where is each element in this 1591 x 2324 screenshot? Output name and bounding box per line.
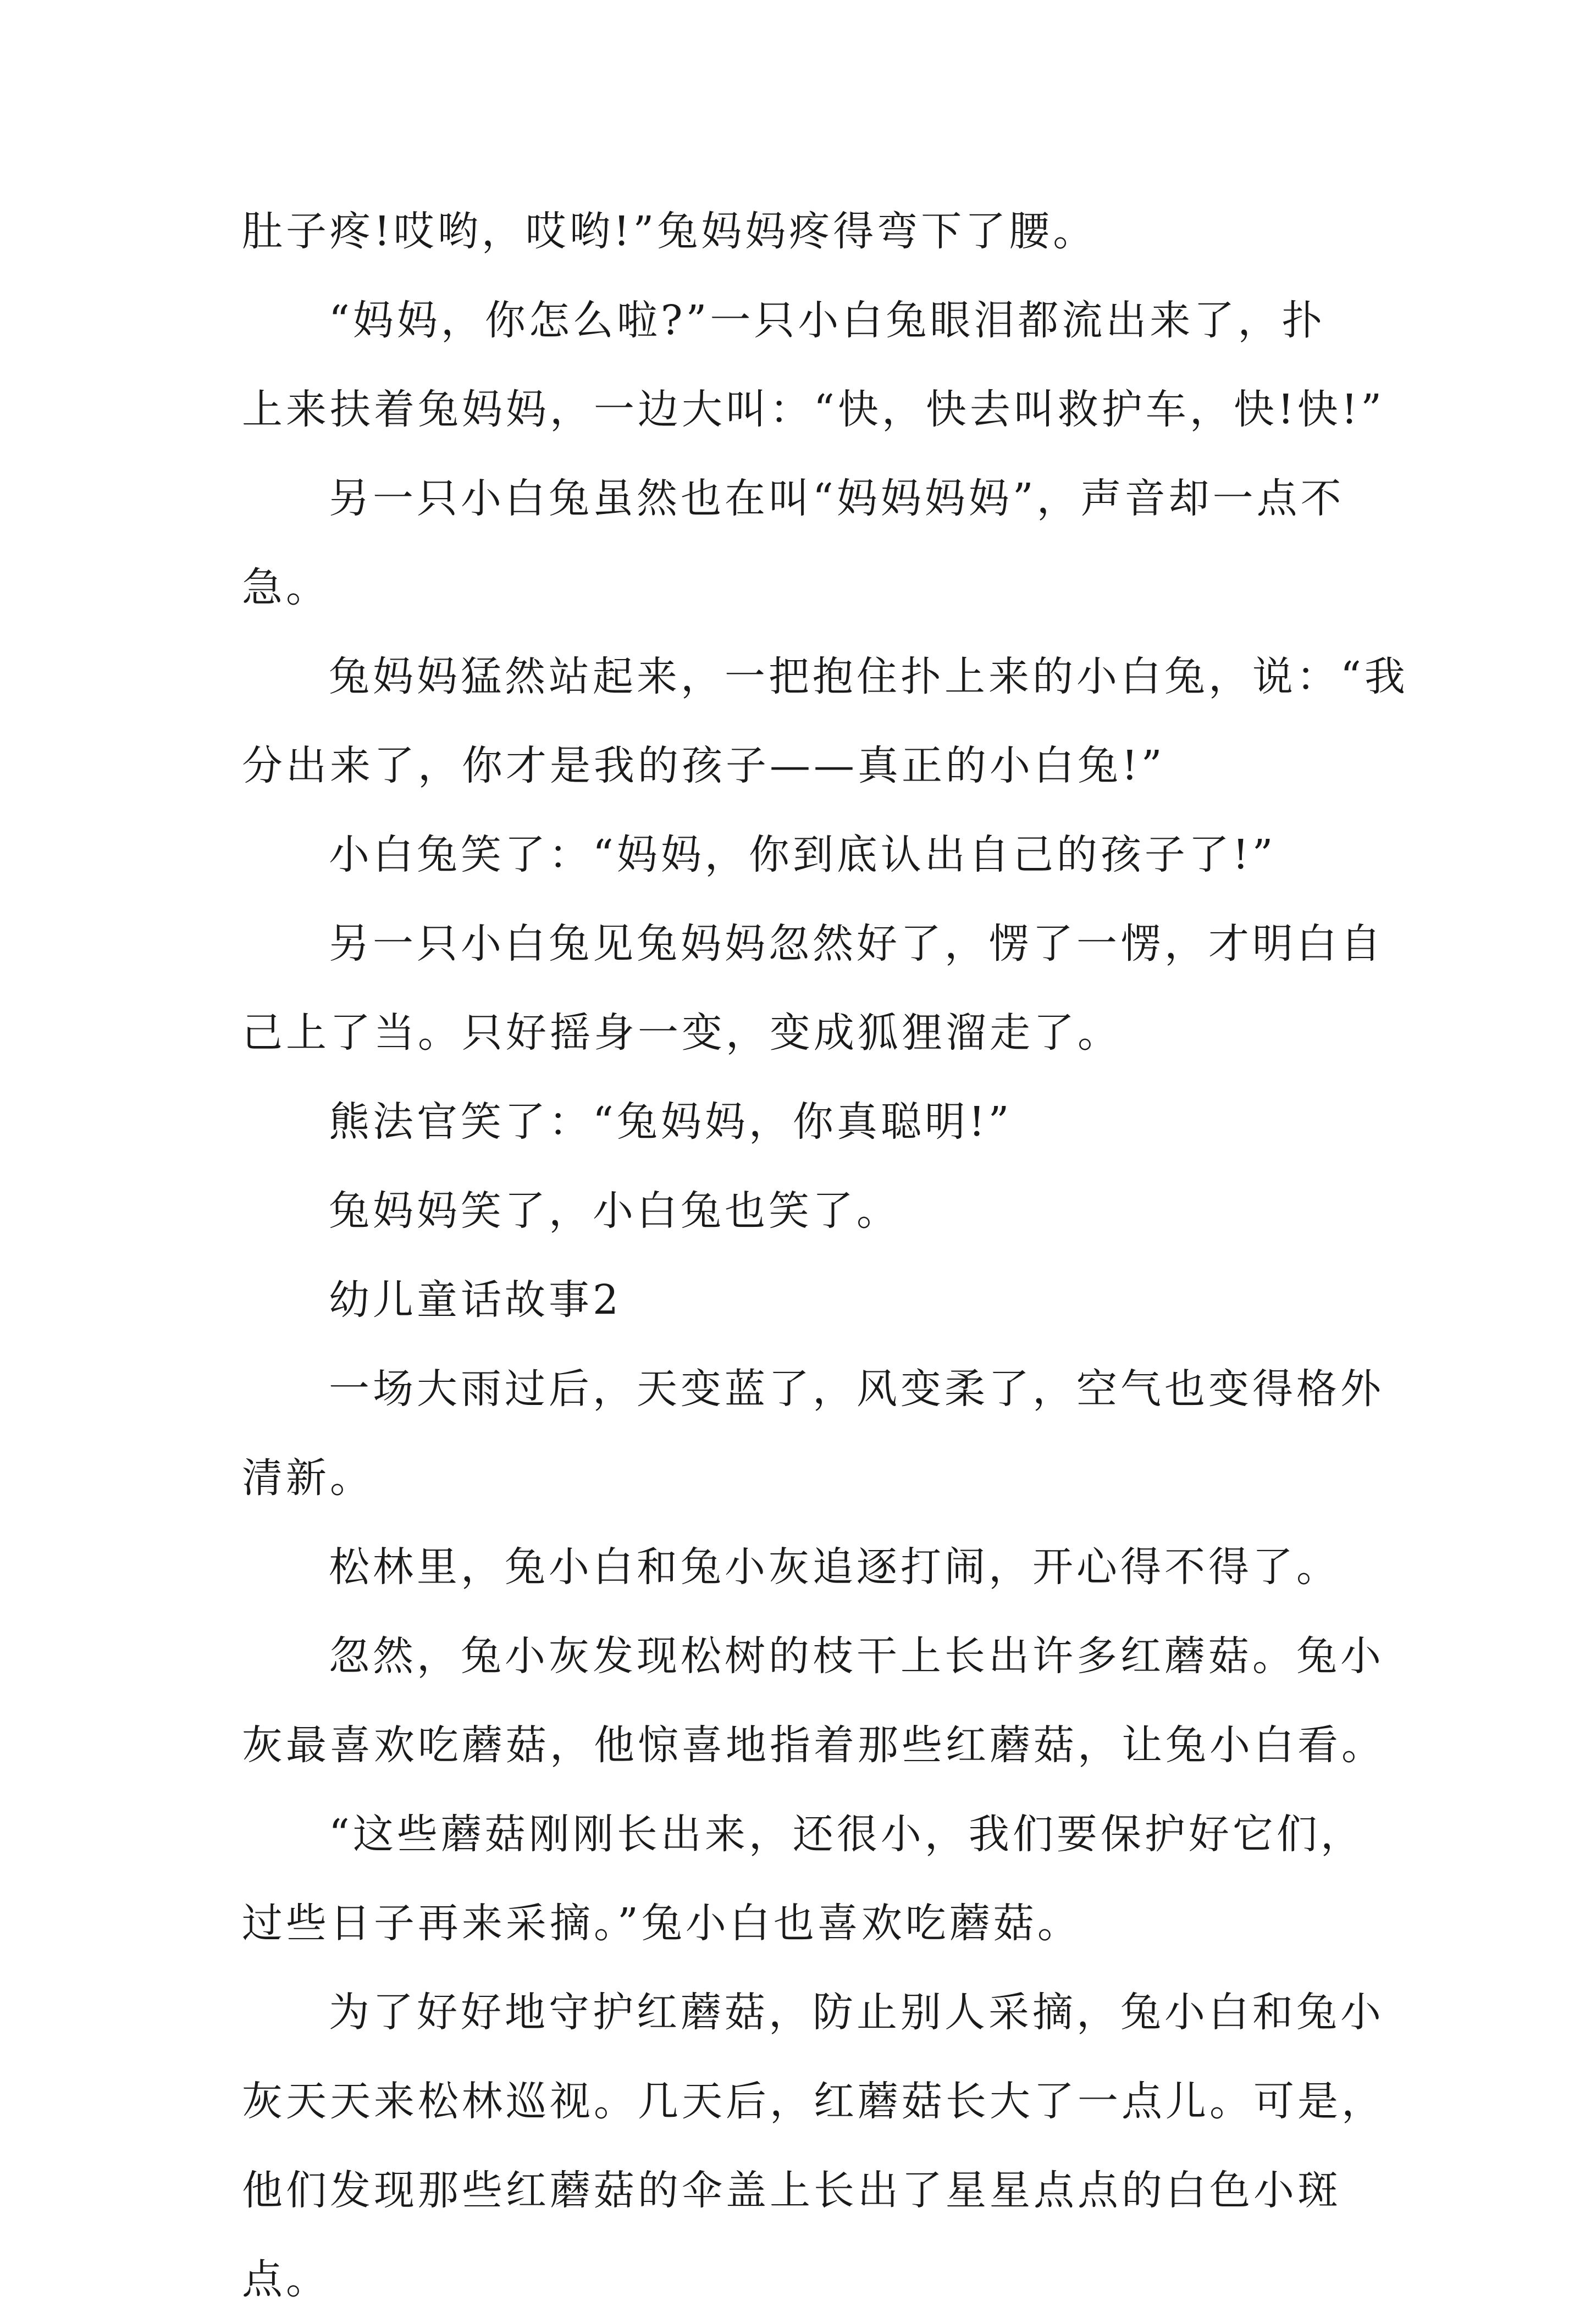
text-line-10: 己上了当。只好摇身一变，变成狐狸溜走了。 <box>242 1009 1122 1056</box>
text-line-9: 另一只小白兔见兔妈妈忽然好了，愣了一愣，才明白自 <box>329 920 1384 967</box>
text-line-15: 清新。 <box>242 1454 374 1502</box>
text-line-14: 一场大雨过后，天变蓝了，风变柔了，空气也变得格外 <box>329 1365 1384 1413</box>
story-text <box>242 187 1408 2324</box>
text-line-12: 兔妈妈笑了，小白兔也笑了。 <box>329 1187 901 1235</box>
text-line-1: 肚子疼!哎哟，哎哟!”兔妈妈疼得弯下了腰。 <box>242 208 1097 255</box>
text-line-18: 灰最喜欢吃蘑菇，他惊喜地指着那些红蘑菇，让兔小白看。 <box>242 1722 1385 1769</box>
text-line-3: 上来扶着兔妈妈，一边大叫：“快，快去叫救护车，快!快!” <box>242 386 1385 433</box>
text-line-22: 灰天天来松林巡视。几天后，红蘑菇长大了一点儿。可是， <box>242 2078 1385 2125</box>
text-line-2: “妈妈，你怎么啦?”一只小白兔眼泪都流出来了，扑 <box>329 297 1326 344</box>
text-line-20: 过些日子再来采摘。”兔小白也喜欢吃蘑菇。 <box>242 1900 1081 1947</box>
text-line-16: 松林里，兔小白和兔小灰追逐打闹，开心得不得了。 <box>329 1543 1340 1591</box>
text-line-11: 熊法官笑了：“兔妈妈，你真聪明!” <box>329 1098 1013 1146</box>
text-line-7: 分出来了，你才是我的孩子——真正的小白兔!” <box>242 742 1165 789</box>
section-heading: 幼儿童话故事2 <box>329 1276 622 1324</box>
text-line-19: “这些蘑菇刚刚长出来，还很小，我们要保护好它们， <box>329 1811 1364 1858</box>
text-line-24: 点。 <box>242 2256 330 2303</box>
text-line-6: 兔妈妈猛然站起来，一把抱住扑上来的小白兔，说：“我 <box>329 653 1408 700</box>
text-line-17: 忽然，兔小灰发现松树的枝干上长出许多红蘑菇。兔小 <box>329 1633 1384 1680</box>
text-line-4: 另一只小白兔虽然也在叫“妈妈妈妈”，声音却一点不 <box>329 475 1345 522</box>
text-line-5: 急。 <box>242 564 330 611</box>
text-line-23: 他们发现那些红蘑菇的伞盖上长出了星星点点的白色小斑 <box>242 2167 1341 2214</box>
text-line-8: 小白兔笑了：“妈妈，你到底认出自己的孩子了!” <box>329 831 1277 878</box>
text-line-21: 为了好好地守护红蘑菇，防止别人采摘，兔小白和兔小 <box>329 1989 1384 2036</box>
